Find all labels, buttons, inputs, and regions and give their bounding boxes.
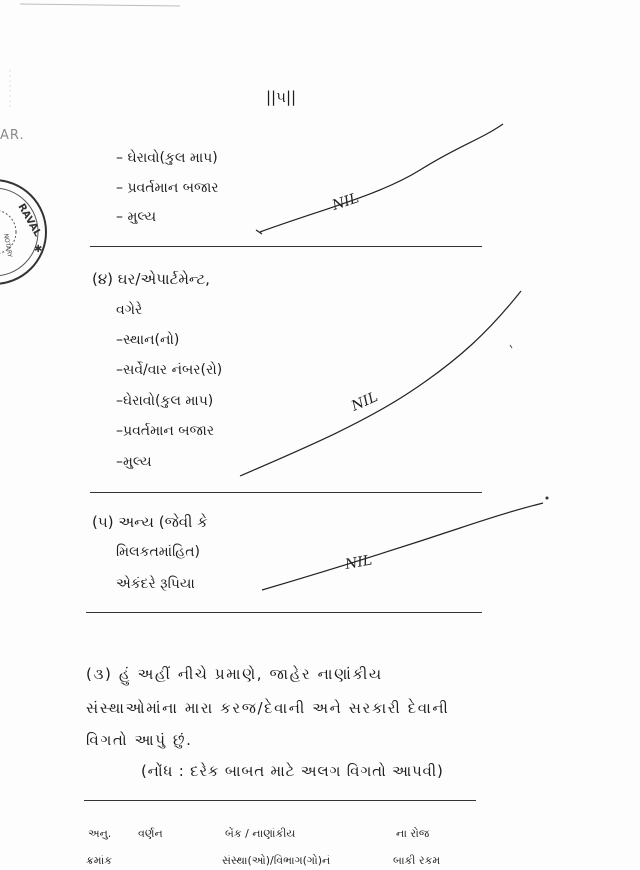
seal-subtext: NOTARY — [2, 233, 14, 258]
table-header: બાકી રકમ — [393, 854, 441, 867]
list-item: –ઘેરાવો(કુલ માપ) — [116, 393, 214, 409]
list-item: એકંદરે રૂપિયા — [116, 576, 195, 592]
list-item: –સ્થાન(નો) — [116, 332, 180, 348]
list-item: –પ્રવર્તમાન બજાર — [116, 423, 215, 439]
nil-strike-section-4 — [240, 291, 521, 476]
table-header: ક્રમાંક — [86, 854, 112, 867]
table-header: અનુ. — [88, 827, 112, 840]
nil-mark: NIL — [343, 552, 374, 573]
nil-mark: NIL — [330, 190, 361, 214]
table-header: ના રોજ — [396, 827, 430, 840]
divider — [86, 612, 482, 613]
divider — [90, 246, 482, 247]
seal-text: RAVAL — [15, 202, 43, 239]
table-header: સંસ્થા(ઓ)/વિભાગ(ગો)નં — [222, 854, 331, 867]
section-3-note: (નોંધ : દરેક બાબત માટે અલગ વિગતો આપવી) — [141, 762, 444, 780]
list-item: – ઘેરાવો(કુલ માપ) — [116, 150, 218, 166]
notary-seal — [0, 176, 50, 288]
divider — [84, 800, 476, 801]
section-5-heading: (૫) અન્ય (જેવી કે — [92, 513, 208, 531]
divider — [90, 492, 482, 493]
section-3-line-2: સંસ્થાઓમાંના મારા કરજ/દેવાની અને સરકારી દેવાની — [86, 699, 450, 717]
table-header: વર્ણન — [138, 827, 163, 840]
list-item: મિલકતમાંહિત) — [116, 544, 200, 560]
stamp-ghost-text: AR. — [0, 128, 25, 143]
nil-mark: NIL — [349, 389, 381, 415]
svg-text:✱: ✱ — [34, 244, 43, 255]
nil-strike-section-5 — [262, 497, 549, 591]
section-4-heading: (૪) ઘર/એપાર્ટમેન્ટ, — [92, 270, 210, 288]
list-item: –સર્વે/વાર નંબર(રો) — [116, 362, 223, 378]
table-header: બેંક / નાણાંકીય — [225, 827, 296, 840]
list-item: – પ્રવર્તમાન બજાર — [116, 180, 219, 196]
section-3-line-1: (૩) હું અહીં નીચે પ્રમાણે, જાહેર નાણાંકીય — [86, 665, 383, 683]
list-item: –મુલ્ય — [116, 454, 152, 470]
list-item: – મુલ્ય — [116, 209, 157, 225]
nil-strike-top — [256, 124, 503, 234]
section-3-line-3: વિગતો આપું છું. — [86, 731, 193, 749]
section-4-heading-cont: વગેરે — [116, 302, 143, 318]
page-number: ||૫|| — [266, 88, 297, 106]
